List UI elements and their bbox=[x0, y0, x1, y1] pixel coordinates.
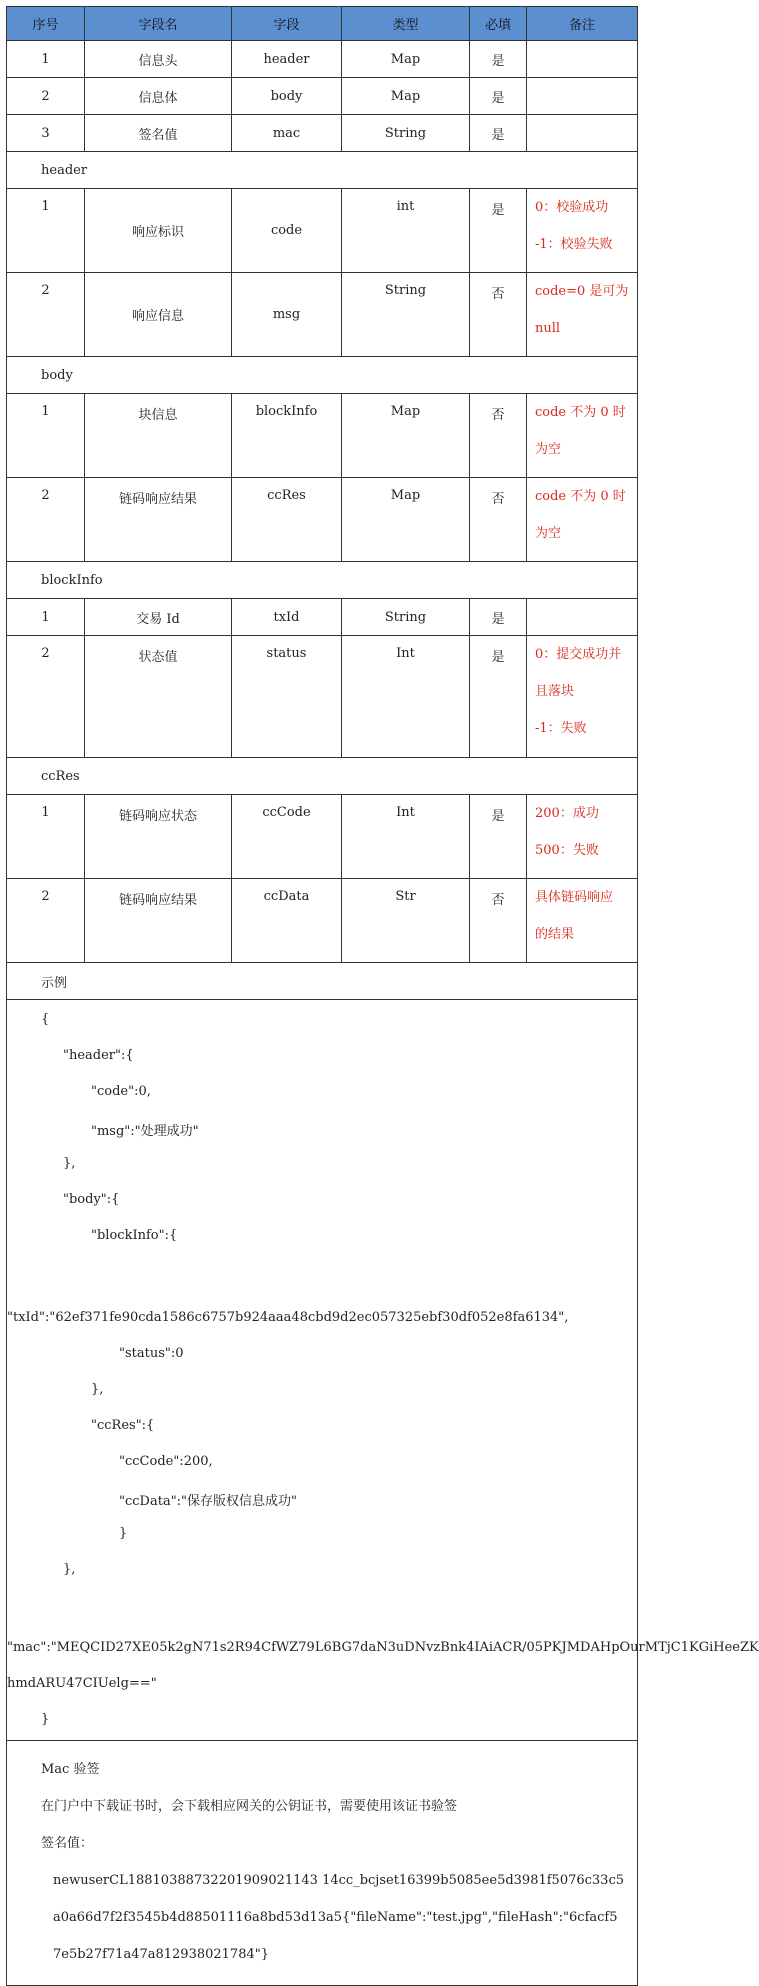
cell-required: 是 bbox=[470, 795, 527, 879]
table-row bbox=[7, 115, 638, 152]
example-row bbox=[7, 1000, 638, 1741]
cell-note bbox=[527, 273, 638, 357]
cell-note bbox=[527, 115, 638, 152]
cell-note bbox=[527, 394, 638, 478]
table-row bbox=[7, 795, 638, 879]
cell-name: 链码响应状态 bbox=[85, 795, 232, 879]
cell-required: 是 bbox=[470, 41, 527, 78]
cell-no: 1 bbox=[7, 795, 85, 879]
cell-field: body bbox=[232, 78, 342, 115]
cell-no: 3 bbox=[7, 115, 85, 152]
section-title: body bbox=[7, 357, 638, 394]
spec-sheet bbox=[6, 6, 759, 1986]
cell-required: 否 bbox=[470, 879, 527, 963]
cell-field: mac bbox=[232, 115, 342, 152]
note-line: 0：提交成功并 bbox=[535, 647, 622, 662]
table-row bbox=[7, 478, 638, 562]
code-line: "ccCode":200, bbox=[119, 1454, 213, 1469]
cell-name: 链码响应结果 bbox=[85, 879, 232, 963]
section-title: ccRes bbox=[7, 758, 638, 795]
mac-title: Mac 验签 bbox=[41, 1762, 100, 1777]
example-code-block bbox=[7, 1000, 759, 1740]
cell-required: 否 bbox=[470, 273, 527, 357]
cell-required: 是 bbox=[470, 115, 527, 152]
code-line: "header":{ bbox=[63, 1048, 134, 1063]
code-line: } bbox=[41, 1712, 50, 1727]
section-title: blockInfo bbox=[7, 562, 638, 599]
table-row bbox=[7, 879, 638, 963]
code-line: "msg":"处理成功" bbox=[91, 1124, 199, 1139]
cell-no: 2 bbox=[7, 78, 85, 115]
code-line: hmdARU47CIUelg==" bbox=[7, 1676, 157, 1691]
note-line: -1：校验失败 bbox=[535, 237, 613, 252]
code-line: }, bbox=[63, 1156, 76, 1171]
cell-note bbox=[527, 189, 638, 273]
cell-name: 块信息 bbox=[85, 394, 232, 478]
mac-description: 在门户中下载证书时，会下载相应网关的公钥证书，需要使用该证书验签 bbox=[41, 1799, 458, 1814]
cell-note bbox=[527, 78, 638, 115]
table-row bbox=[7, 78, 638, 115]
cell-field: blockInfo bbox=[232, 394, 342, 478]
code-line: "txId":"62ef371fe90cda1586c6757b924aaa48cbd9d2ec057325ebf30df052e8fa6134", bbox=[7, 1310, 569, 1325]
cell-name: 交易 Id bbox=[85, 599, 232, 636]
table-row bbox=[7, 273, 638, 357]
code-line: "ccRes":{ bbox=[91, 1418, 155, 1433]
col-header: 字段 bbox=[232, 7, 342, 41]
cell-field: header bbox=[232, 41, 342, 78]
table-row bbox=[7, 636, 638, 758]
cell-field: ccRes bbox=[232, 478, 342, 562]
cell-field: ccData bbox=[232, 879, 342, 963]
cell-type: Map bbox=[342, 78, 470, 115]
cell-name: 状态值 bbox=[85, 636, 232, 758]
cell-no: 2 bbox=[7, 273, 85, 357]
cell-no: 2 bbox=[7, 879, 85, 963]
note-line: null bbox=[535, 321, 561, 336]
cell-note bbox=[527, 599, 638, 636]
cell-type: String bbox=[342, 115, 470, 152]
cell-no: 2 bbox=[7, 636, 85, 758]
col-header: 字段名 bbox=[85, 7, 232, 41]
signature-value: newuserCL18810388732201909021143 14cc_bcjset16399b5085ee5d3981f5076c33c5a0a66d7f2f3545b4d88501116a8bd53d13a5{"fileName":"test.jpg","fileHash":"6cfacf57e5b27f71a47a812938021784"} bbox=[53, 1873, 625, 1962]
code-line: "ccData":"保存版权信息成功" bbox=[119, 1494, 298, 1509]
cell-name: 链码响应结果 bbox=[85, 478, 232, 562]
cell-no: 1 bbox=[7, 599, 85, 636]
note-line: 为空 bbox=[535, 526, 562, 541]
code-line: "blockInfo":{ bbox=[91, 1228, 178, 1243]
cell-type: String bbox=[342, 599, 470, 636]
cell-type: Map bbox=[342, 478, 470, 562]
cell-name: 信息头 bbox=[85, 41, 232, 78]
note-line: 具体链码响应 bbox=[535, 890, 614, 905]
note-line: 且落块 bbox=[535, 684, 575, 699]
code-line: }, bbox=[91, 1382, 104, 1397]
cell-type: Map bbox=[342, 41, 470, 78]
mac-cell bbox=[7, 1741, 638, 1986]
code-line: } bbox=[119, 1526, 128, 1541]
note-line: 为空 bbox=[535, 442, 562, 457]
section-row-example bbox=[7, 963, 638, 1000]
table-row bbox=[7, 394, 638, 478]
table-row bbox=[7, 599, 638, 636]
note-line: 的结果 bbox=[535, 927, 575, 942]
note-line: code 不为 0 时 bbox=[535, 489, 626, 504]
mac-row bbox=[7, 1741, 638, 1986]
section-row-header bbox=[7, 152, 638, 189]
col-header: 备注 bbox=[527, 7, 638, 41]
col-header: 类型 bbox=[342, 7, 470, 41]
note-line: 0：校验成功 bbox=[535, 200, 609, 215]
code-line: "code":0, bbox=[91, 1084, 151, 1099]
cell-field: msg bbox=[232, 273, 342, 357]
cell-required: 是 bbox=[470, 599, 527, 636]
code-line: { bbox=[41, 1012, 50, 1027]
cell-name: 信息体 bbox=[85, 78, 232, 115]
cell-field: status bbox=[232, 636, 342, 758]
note-line: 200：成功 bbox=[535, 806, 599, 821]
cell-required: 是 bbox=[470, 78, 527, 115]
cell-note bbox=[527, 879, 638, 963]
note-line: code=0 是可为 bbox=[535, 284, 629, 299]
cell-required: 是 bbox=[470, 189, 527, 273]
section-title: header bbox=[7, 152, 638, 189]
code-line: "body":{ bbox=[63, 1192, 120, 1207]
cell-type: Int bbox=[342, 636, 470, 758]
cell-type: String bbox=[342, 273, 470, 357]
cell-type: Map bbox=[342, 394, 470, 478]
table-header-row bbox=[7, 7, 638, 41]
code-line: }, bbox=[63, 1562, 76, 1577]
cell-name: 响应信息 bbox=[85, 273, 232, 357]
table-row bbox=[7, 189, 638, 273]
note-line: -1：失败 bbox=[535, 721, 587, 736]
cell-required: 否 bbox=[470, 394, 527, 478]
cell-type: Str bbox=[342, 879, 470, 963]
cell-note bbox=[527, 41, 638, 78]
code-line: "mac":"MEQCID27XE05k2gN71s2R94CfWZ79L6BG7daN3uDNvzBnk4IAiACR/05PKJMDAHpOurMTjC1KGiHeeZK bbox=[7, 1640, 759, 1655]
section-row-ccres bbox=[7, 758, 638, 795]
cell-field: ccCode bbox=[232, 795, 342, 879]
cell-name: 签名值 bbox=[85, 115, 232, 152]
cell-required: 是 bbox=[470, 636, 527, 758]
cell-field: txId bbox=[232, 599, 342, 636]
cell-no: 1 bbox=[7, 394, 85, 478]
signature-label: 签名值： bbox=[41, 1836, 94, 1851]
cell-note bbox=[527, 478, 638, 562]
example-code-cell bbox=[7, 1000, 759, 1741]
section-row-blockinfo bbox=[7, 562, 638, 599]
cell-name: 响应标识 bbox=[85, 189, 232, 273]
section-title: 示例 bbox=[7, 963, 638, 1000]
note-line: 500：失败 bbox=[535, 843, 599, 858]
note-line: code 不为 0 时 bbox=[535, 405, 626, 420]
cell-no: 2 bbox=[7, 478, 85, 562]
section-row-body bbox=[7, 357, 638, 394]
col-header: 必填 bbox=[470, 7, 527, 41]
cell-no: 1 bbox=[7, 41, 85, 78]
code-line: "status":0 bbox=[119, 1346, 184, 1361]
cell-no: 1 bbox=[7, 189, 85, 273]
table-row bbox=[7, 41, 638, 78]
field-table bbox=[6, 6, 759, 1986]
cell-note bbox=[527, 636, 638, 758]
cell-note bbox=[527, 795, 638, 879]
cell-required: 否 bbox=[470, 478, 527, 562]
cell-type: int bbox=[342, 189, 470, 273]
cell-field: code bbox=[232, 189, 342, 273]
col-header: 序号 bbox=[7, 7, 85, 41]
cell-type: Int bbox=[342, 795, 470, 879]
